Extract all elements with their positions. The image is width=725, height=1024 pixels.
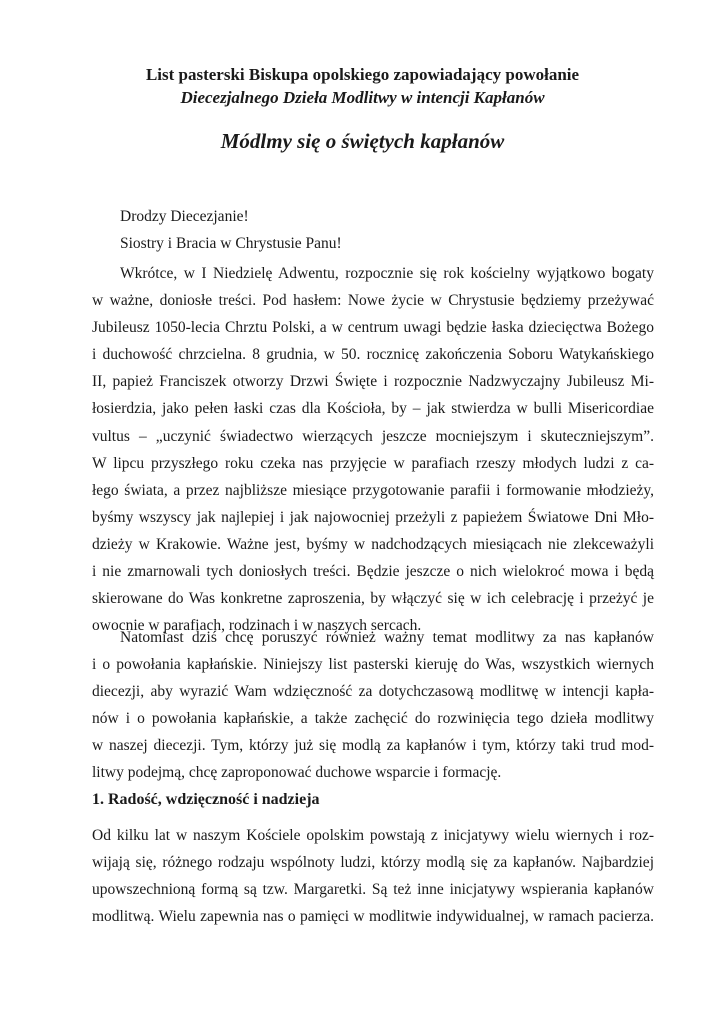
greeting-line-2: Siostry i Bracia w Chrystusie Panu! bbox=[120, 235, 342, 252]
paragraph-line: Jubileusz 1050-lecia Chrztu Polski, a w centrum uwagi będzie łaska dziecięctwa Bożego bbox=[92, 319, 654, 337]
paragraph-line: litwy podejmą, chcę zaproponować duchowe wsparcie i formację. bbox=[92, 764, 502, 782]
section-1-paragraph bbox=[92, 822, 654, 930]
greeting-line-1: Drodzy Diecezjanie! bbox=[120, 208, 249, 225]
paragraph-2 bbox=[92, 624, 654, 787]
paragraph-line: diecezji, aby wyrazić Wam wdzięczność za dotychczasową modlitwę w intencji kapła- bbox=[92, 683, 654, 701]
paragraph-line: w naszej diecezji. Tym, którzy już się modlą za kapłanów i tym, którzy taki trud mod- bbox=[92, 737, 654, 755]
header-line-1: List pasterski Biskupa opolskiego zapowiadający powołanie bbox=[145, 65, 580, 84]
paragraph-line: W lipcu przyszłego roku czeka nas przyjęcie w parafiach rzeszy młodych ludzi z ca- bbox=[92, 454, 654, 472]
paragraph-1 bbox=[92, 260, 654, 639]
paragraph-line: w ważne, doniosłe treści. Pod hasłem: Nowe życie w Chrystusie będziemy przeżywać bbox=[92, 292, 654, 310]
paragraph-line: byśmy wszyscy jak najlepiej i jak najowocniej przeżyli z papieżem Światowe Dni Mło- bbox=[92, 508, 654, 526]
paragraph-line: modlitwą. Wielu zapewnia nas o pamięci w modlitwie indywidualnej, w ramach pacierza. bbox=[92, 908, 654, 926]
paragraph-line: Od kilku lat w naszym Kościele opolskim powstają z inicjatywy wielu wiernych i roz- bbox=[92, 827, 654, 844]
paragraph-line: II, papież Franciszek otworzy Drzwi Święte i rozpocznie Nadzwyczajny Jubileusz Mi- bbox=[92, 373, 654, 391]
paragraph-line: i duchowość chrzcielna. 8 grudnia, w 50. rocznicę zakończenia Soboru Watykańskiego bbox=[92, 346, 654, 364]
paragraph-line: i o powołania kapłańskie. Niniejszy list pasterski kieruję do Was, wszystkich wiernych bbox=[92, 656, 654, 674]
letter-header bbox=[60, 63, 665, 109]
section-heading: 1. Radość, wdzięczność i nadzieja bbox=[92, 791, 320, 808]
paragraph-line: Wkrótce, w I Niedzielę Adwentu, rozpocznie się rok kościelny wyjątkowo bogaty bbox=[120, 265, 654, 282]
paragraph-line: wijają się, różnego rodzaju wspólnoty ludzi, którzy modlą się za kapłanów. Najbardziej bbox=[92, 854, 654, 872]
paragraph-line: dzieży w Krakowie. Ważne jest, byśmy w nadchodzących miesiącach nie zlekceważyli bbox=[92, 535, 654, 553]
paragraph-line: Natomiast dziś chcę poruszyć również ważny temat modlitwy za nas kapłanów bbox=[120, 629, 654, 646]
paragraph-line: vultus – „uczynić świadectwo wierzących jeszcze mocniejszym i skuteczniejszym”. bbox=[92, 427, 654, 445]
paragraph-line: i nie zmarnowali tych doniosłych treści. Będzie jeszcze o nich wielokroć mowa i będą bbox=[92, 563, 654, 581]
paragraph-line: owocnie w parafiach, rodzinach i w naszych sercach. bbox=[92, 617, 422, 635]
paragraph-line: upowszechnioną formą są tzw. Margaretki. Są też inne inicjatywy wspierania kapłanów bbox=[92, 881, 654, 899]
paragraph-line: skierowane do Was konkretne zaproszenia, by włączyć się w ich celebrację i przeżyć je bbox=[92, 590, 654, 608]
page-title: Módlmy się o świętych kapłanów bbox=[220, 129, 505, 153]
header-line-2: Diecezjalnego Dzieła Modlitwy w intencji Kapłanów bbox=[180, 88, 545, 107]
paragraph-line: nów i o powołania kapłańskie, a także zachęcić do rozwinięcia tego dzieła modlitwy bbox=[92, 710, 654, 728]
paragraph-line: łego świata, a przez najbliższe miesiące przygotowanie parafii i formowanie młodzieży, bbox=[92, 481, 654, 499]
paragraph-line: łosierdzia, jako pełen łaski czas dla Kościoła, by – jak stwierdza w bulli Misericordiae bbox=[92, 400, 654, 418]
